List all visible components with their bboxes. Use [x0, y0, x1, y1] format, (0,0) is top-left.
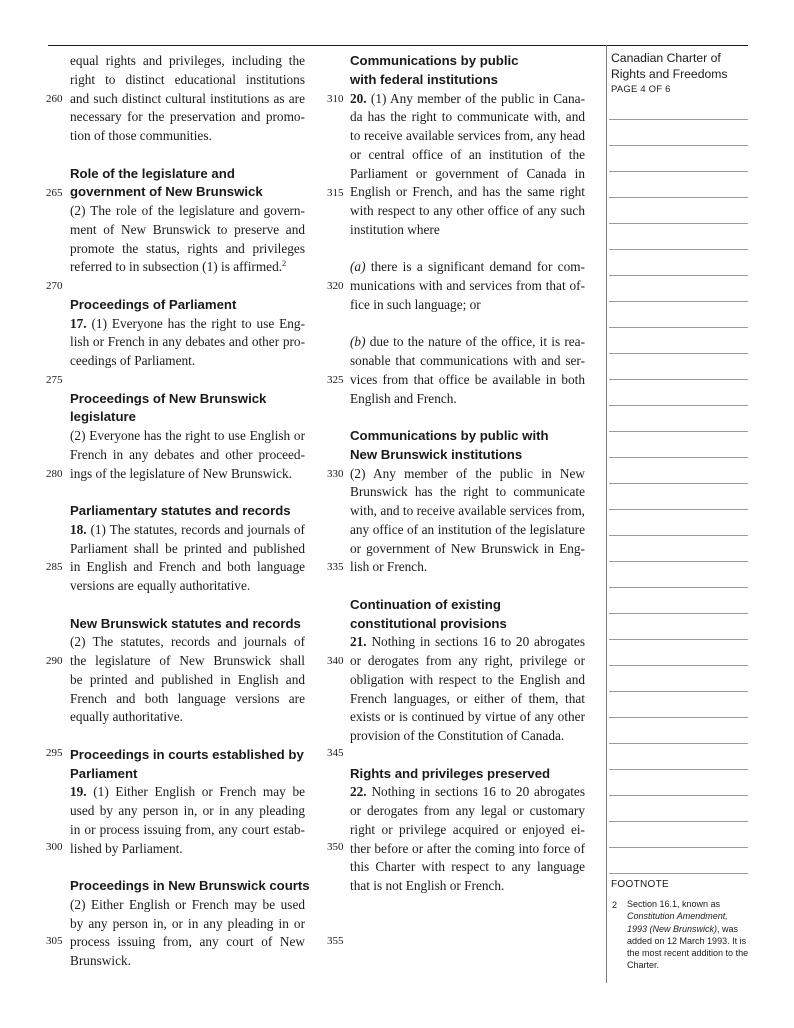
text-line: equal rights and privileges, including the [70, 53, 305, 68]
line-number: 275 [46, 374, 63, 386]
line-number: 280 [46, 468, 63, 480]
section-number: 18. [70, 521, 87, 537]
text-line: exists or is continued by virtue of any other [350, 709, 585, 725]
text-line: obligation with respect to the English and [350, 671, 585, 687]
page-indicator: PAGE 4 OF 6 [611, 84, 671, 95]
line-number: 320 [327, 280, 344, 292]
note-line [609, 327, 748, 328]
text-line: 17. (1) Everyone has the right to use Eng- [70, 315, 305, 331]
text-line: English and French. [350, 390, 457, 406]
text-line: be printed and published in English and [70, 671, 305, 687]
note-line [609, 613, 748, 614]
text-line: (2) The statutes, records and journals of [70, 634, 305, 650]
text-line: English or French, and has the same right [350, 184, 585, 200]
section-heading: Proceedings of New Brunswick [70, 390, 267, 406]
line-number: 310 [327, 93, 344, 105]
note-line [609, 457, 748, 458]
section-heading: Role of the legislature and [70, 165, 235, 181]
line-number: 345 [327, 747, 344, 759]
note-line [609, 145, 748, 146]
text-line: lished by Parliament. [70, 840, 183, 856]
text-line: Brunswick has the right to communicate [350, 484, 585, 500]
sidebar-header [611, 50, 748, 95]
note-line [609, 821, 748, 822]
text-line: vices from that office be available in both [350, 371, 585, 387]
text-line: lish or French in any debates and other pro- [70, 334, 305, 350]
line-number: 340 [327, 655, 344, 667]
section-heading: Proceedings in courts established by [70, 746, 304, 762]
line-number: 265 [46, 187, 63, 199]
text-line: to receive available services from, any head [350, 128, 585, 143]
text-line: (b) due to the nature of the office, it is rea- [350, 334, 585, 350]
text-line: provision of the Constitution of Canada. [350, 728, 565, 743]
text-line: with, and to receive available services from, [350, 503, 585, 518]
line-number: 355 [327, 935, 344, 947]
note-line [609, 119, 748, 120]
section-number: 21. [350, 634, 367, 650]
section-number: 19. [70, 784, 87, 800]
text-line: (2) Everyone has the right to use English or [70, 428, 305, 443]
text-line: or derogates from any legal or customary [350, 803, 585, 818]
line-number: 270 [46, 280, 63, 292]
top-rule [48, 45, 748, 46]
section-heading: New Brunswick institutions [350, 446, 523, 462]
left-column [70, 52, 310, 971]
text-line: ther before or after the coming into force of [350, 840, 585, 856]
note-line [609, 509, 748, 510]
text-line: sonable that communications with and ser- [350, 353, 585, 368]
text-line: institution where [350, 221, 440, 237]
text-line: equally authoritative. [70, 709, 183, 725]
line-number: 300 [46, 841, 63, 853]
text-line: this Charter with respect to any language [350, 859, 585, 875]
section-number: 17. [70, 315, 87, 331]
section-heading: with federal institutions [350, 71, 498, 87]
sidebar-divider [606, 45, 607, 983]
middle-column [350, 52, 585, 896]
text-line: 18. (1) The statutes, records and journals of [70, 521, 305, 537]
line-number: 315 [327, 187, 344, 199]
note-line [609, 483, 748, 484]
text-line: and such distinct cultural institutions as are [70, 90, 305, 106]
text-line: Parliament shall be printed and published [70, 540, 305, 556]
line-number: 350 [327, 841, 344, 853]
note-line [609, 665, 748, 666]
note-line [609, 405, 748, 406]
section-heading: constitutional provisions [350, 615, 507, 631]
note-line [609, 275, 748, 276]
paragraph-label: (b) [350, 334, 366, 350]
section-heading: legislature [70, 409, 136, 425]
text-line: or government of New Brunswick in Eng- [350, 540, 585, 556]
note-line [609, 639, 748, 640]
note-line [609, 743, 748, 744]
section-heading: Communications by public with [350, 428, 549, 443]
text-line: used by any person in, or in any pleading [70, 803, 305, 818]
note-line [609, 431, 748, 432]
footnote-reference[interactable]: 2 [282, 259, 287, 269]
note-line [609, 691, 748, 692]
text-line: right or privilege acquired or enjoyed ei- [350, 821, 585, 837]
text-line: referred to in subsection (1) is affirmed.$^2$ [70, 259, 287, 275]
text-line: the legislature of New Brunswick shall [70, 653, 305, 668]
text-line: lish or French. [350, 559, 428, 575]
text-line: French languages, or either of them, that [350, 690, 585, 706]
text-line: da has the right to communicate with, and [350, 109, 585, 125]
section-number: 22. [350, 784, 367, 800]
footnote-text: Section 16.1, known as Constitution Amendment, 1993 (New Brunswick), was added on 12 March 1993. It is the most recent addition to the Charter. [627, 899, 749, 971]
text-line: (2) The role of the legislature and govern- [70, 203, 305, 218]
text-line: process issuing from, any court of New [70, 934, 305, 950]
note-line [609, 769, 748, 770]
text-line: ment of New Brunswick to preserve and [70, 221, 305, 237]
document-title: Canadian Charter of [611, 51, 721, 65]
text-line: versions are equally authoritative. [70, 578, 251, 593]
note-line [609, 249, 748, 250]
line-number: 305 [46, 935, 63, 947]
section-heading: Parliamentary statutes and records [70, 503, 291, 518]
text-line: necessary for the preservation and promo- [70, 109, 305, 125]
note-line [609, 535, 748, 536]
line-number: 330 [327, 468, 344, 480]
text-line: by any person in, or in any pleading in or [70, 915, 305, 931]
text-line: or central office of an institution of the [350, 146, 585, 162]
note-line [609, 561, 748, 562]
text-line: tion of those communities. [70, 128, 212, 143]
footnote-heading: FOOTNOTE [611, 879, 669, 890]
note-line [609, 873, 748, 874]
line-number: 285 [46, 561, 63, 573]
text-line: promote the status, rights and privileges [70, 240, 305, 256]
text-line: right to distinct educational institutions [70, 71, 305, 87]
text-line: with respect to any other office of any such [350, 203, 585, 218]
text-line: any office of an institution of the legislature [350, 521, 585, 537]
line-number: 325 [327, 374, 344, 386]
text-line: (2) Either English or French may be used [70, 896, 305, 912]
line-number: 335 [327, 561, 344, 573]
text-line: ceedings of Parliament. [70, 353, 196, 368]
section-heading: New Brunswick statutes and records [70, 615, 301, 631]
text-line: (a) there is a significant demand for com- [350, 259, 585, 275]
text-line: or derogates from any right, privilege or [350, 653, 585, 668]
section-number: 20. [350, 90, 367, 106]
text-line: 22. Nothing in sections 16 to 20 abrogates [350, 784, 585, 800]
text-line: that is not English or French. [350, 878, 505, 893]
note-line [609, 379, 748, 380]
note-line [609, 301, 748, 302]
text-line: munications with and services from that of- [350, 278, 585, 293]
note-line [609, 847, 748, 848]
text-line: French in any debates and other proceed- [70, 446, 305, 462]
text-line: 21. Nothing in sections 16 to 20 abrogates [350, 634, 585, 650]
section-heading: Proceedings in New Brunswick courts [70, 878, 310, 893]
section-heading: Continuation of existing [350, 596, 501, 612]
footnote-number: 2 [612, 900, 618, 910]
note-line [609, 795, 748, 796]
note-line [609, 717, 748, 718]
section-heading: Rights and privileges preserved [350, 765, 551, 781]
text-line: 20. (1) Any member of the public in Cana- [350, 90, 585, 106]
section-heading: Proceedings of Parliament [70, 296, 237, 312]
section-heading: Communications by public [350, 53, 519, 68]
section-heading: Parliament [70, 765, 138, 781]
note-line [609, 171, 748, 172]
line-number: 295 [46, 747, 63, 759]
text-line: ings of the legislature of New Brunswick. [70, 465, 292, 481]
note-line [609, 587, 748, 588]
text-line: Brunswick. [70, 953, 131, 968]
document-title: Rights and Freedoms [611, 67, 728, 81]
line-number: 260 [46, 93, 63, 105]
text-line: French and both language versions are [70, 690, 305, 706]
text-line: in English and French and both language [70, 559, 305, 575]
section-heading: government of New Brunswick [70, 184, 263, 200]
text-line: 19. (1) Either English or French may be [70, 784, 305, 800]
text-line: Parliament or government of Canada in [350, 165, 585, 181]
note-line [609, 197, 748, 198]
line-number: 290 [46, 655, 63, 667]
subsection-number: (2) [70, 203, 86, 218]
text-line: (2) Any member of the public in New [350, 465, 585, 481]
paragraph-label: (a) [350, 259, 366, 275]
note-line [609, 223, 748, 224]
note-line [609, 353, 748, 354]
text-line: fice in such language; or [350, 296, 481, 312]
text-line: in or process issuing from, any court estab- [70, 821, 305, 837]
